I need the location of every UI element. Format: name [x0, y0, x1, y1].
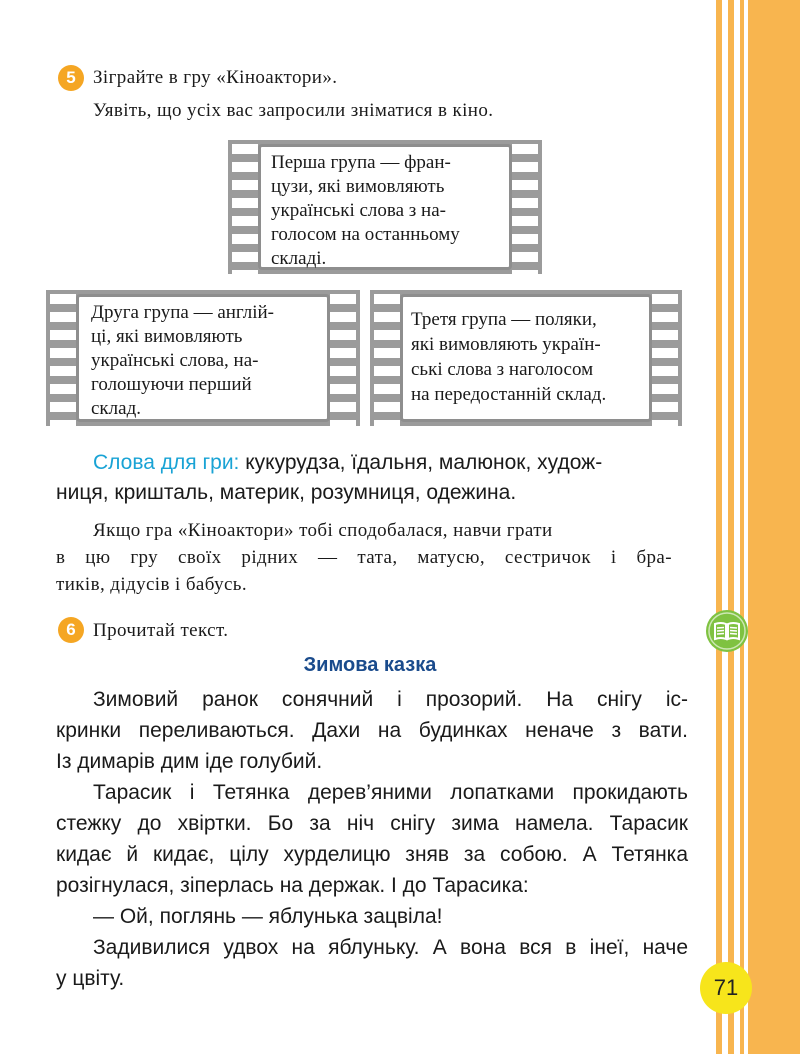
page-number: 71: [700, 962, 752, 1014]
film-frame-group2: [46, 290, 360, 426]
note-line: Якщо гра «Кіноактори» тобі сподобалася, навчи грати: [93, 520, 553, 541]
group1-line: українські слова з на-: [271, 200, 446, 221]
group3-line: ські слова з наголосом: [411, 359, 594, 380]
group2-line: українські слова, на-: [91, 350, 259, 371]
group3-line: на передостанній склад.: [411, 384, 607, 405]
task-number-badge: 6: [58, 617, 84, 643]
decor-stripe: [716, 0, 722, 1054]
film-frame-group1: [228, 140, 542, 274]
note-line: в цю гру своїх рідних — тата, матусю, сестричок і бра-: [56, 547, 672, 568]
words-line-2: ниця, кришталь, материк, розумниця, одежина.: [56, 481, 517, 504]
task-heading: Зіграйте в гру «Кіноактори».: [93, 67, 338, 88]
note-block: [93, 517, 672, 544]
decor-stripe: [728, 0, 734, 1054]
group1-card: [258, 144, 512, 270]
open-book-icon: [706, 610, 748, 652]
story-line: Із димарів дим іде голубий.: [56, 750, 323, 773]
film-frame-group3: [370, 290, 682, 426]
group1-line: Перша група — фран-: [271, 152, 451, 173]
story-line: — Ой, поглянь — яблунька зацвіла!: [93, 905, 443, 928]
note-block-cont: [56, 544, 672, 598]
note-line: тиків, дідусів і бабусь.: [56, 574, 248, 595]
story-line: Зимовий ранок сонячний і прозорий. На снігу іс-: [93, 688, 688, 711]
group2-line: голошуючи перший: [91, 374, 252, 395]
group3-card: [400, 294, 652, 422]
group2-card: [76, 294, 330, 422]
decor-stripe-main: [748, 0, 800, 1054]
story-line: Задивилися удвох на яблуньку. А вона вся в інеї, наче: [93, 936, 688, 959]
story-line: кидає й кидає, цілу хурделицю зняв за собою. А Тетянка: [56, 843, 688, 866]
story-line: Тарасик і Тетянка дерев’яними лопатками прокидають: [93, 781, 688, 804]
group3-line: які вимовляють україн-: [411, 334, 601, 355]
group3-line: Третя група — поляки,: [411, 309, 597, 330]
task-heading: Прочитай текст.: [93, 620, 229, 641]
story-line: розігнулася, зіперлась на держак. І до Тарасика:: [56, 874, 529, 897]
group2-line: склад.: [91, 398, 141, 419]
task-intro: Уявіть, що усіх вас запросили зніматися в кіно.: [93, 100, 494, 121]
task-number-badge: 5: [58, 65, 84, 91]
group1-line: голосом на останньому: [271, 224, 460, 245]
story-title: Зимова казка: [303, 654, 437, 676]
decor-stripe: [740, 0, 744, 1054]
words-line-1: [93, 451, 602, 475]
story-line: кринки переливаються. Дахи на будинках неначе з вати.: [56, 719, 688, 742]
group1-line: складі.: [271, 248, 327, 269]
group2-line: ці, які вимовляють: [91, 326, 243, 347]
words-label: Слова для гри:: [93, 451, 240, 474]
group2-line: Друга група — англій-: [91, 302, 275, 323]
words-list-part1: кукурудза, їдальня, малюнок, худож-: [239, 451, 603, 474]
story-line: у цвіту.: [56, 967, 125, 990]
story-line: стежку до хвіртки. Бо за ніч снігу зима намела. Тарасик: [56, 812, 688, 835]
group1-line: цузи, які вимовляють: [271, 176, 445, 197]
story-text: [56, 684, 688, 994]
